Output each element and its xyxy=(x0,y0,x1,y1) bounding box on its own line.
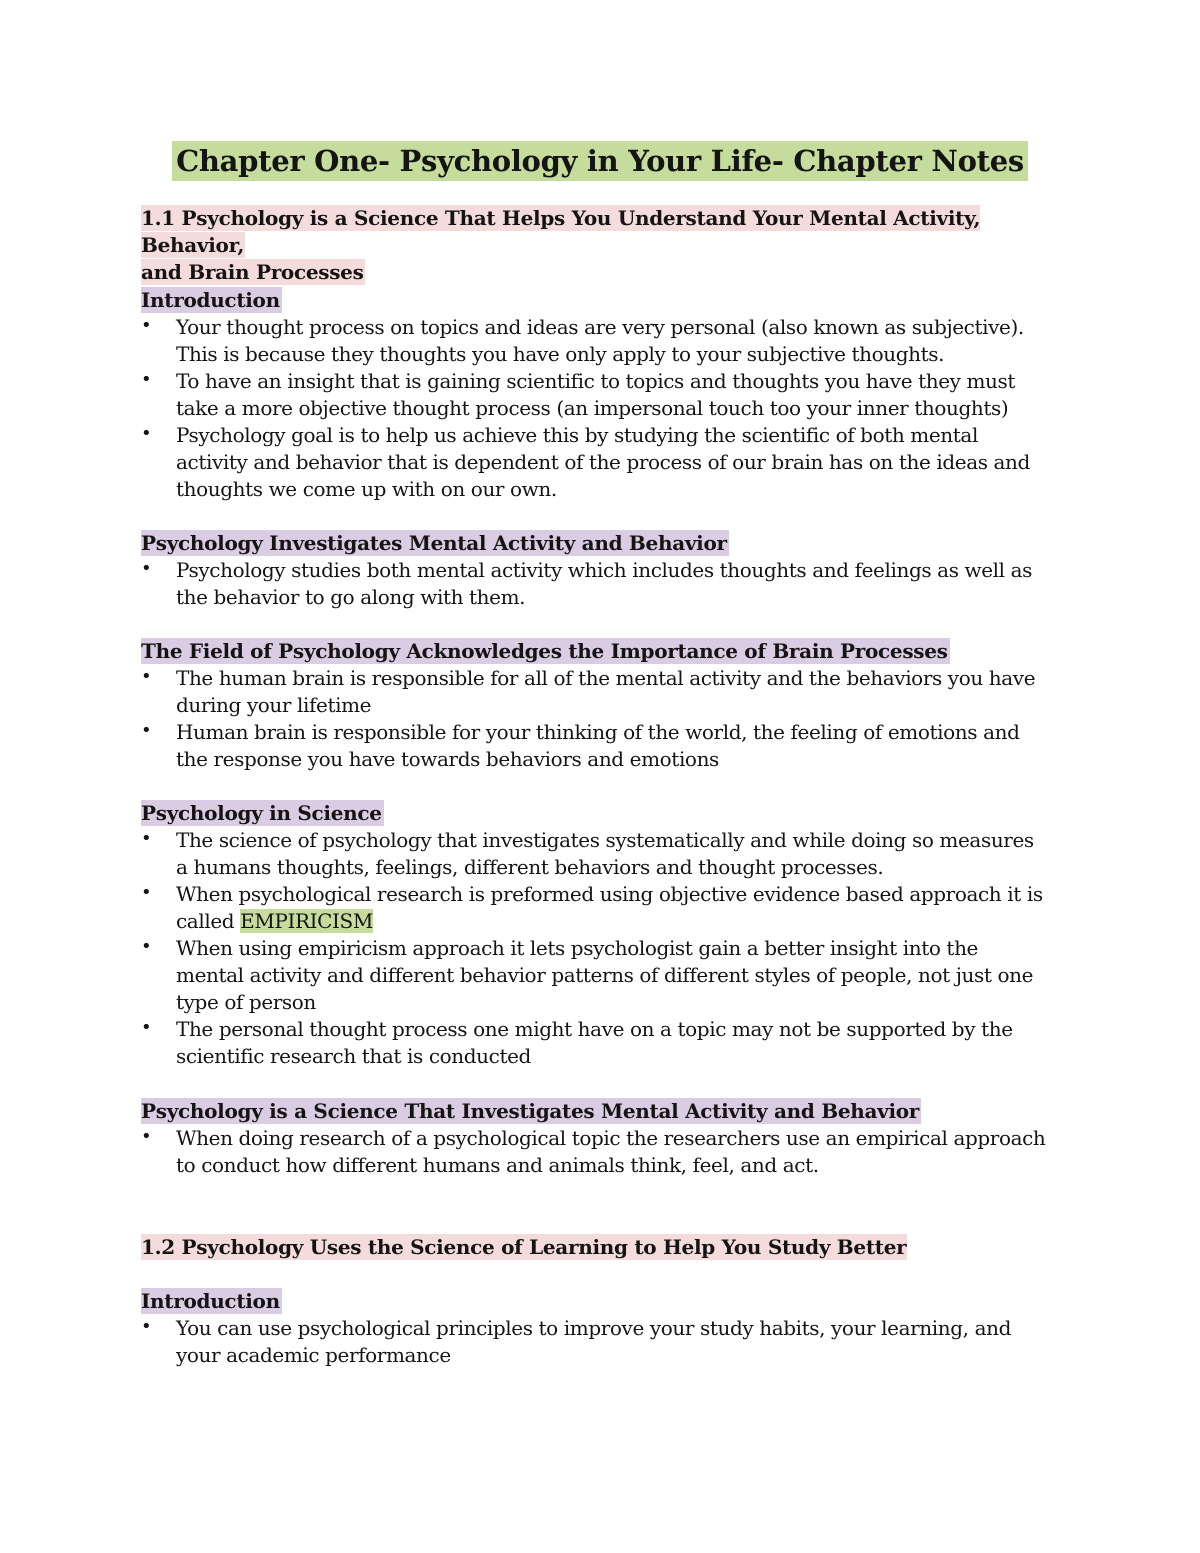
section-1-heading-line2: and Brain Processes xyxy=(141,260,364,284)
list-item: • When using empiricism approach it lets psychologist gain a better insight into the mental activity and different behavior patterns of different styles of people, not just one type of person xyxy=(141,935,1051,1016)
section-2-introduction-list xyxy=(141,1315,1051,1369)
science-investigates-section xyxy=(141,1098,1051,1179)
list-item: • The human brain is responsible for all of the mental activity and the behaviors you have during your lifetime xyxy=(141,665,1051,719)
list-item: • Psychology studies both mental activity which includes thoughts and feelings as well as the behavior to go along with them. xyxy=(141,557,1051,611)
investigates-heading: Psychology Investigates Mental Activity and Behavior xyxy=(141,531,727,555)
science-heading: Psychology in Science xyxy=(141,801,382,825)
list-item: • Human brain is responsible for your thinking of the world, the feeling of emotions and the response you have towards behaviors and emotions xyxy=(141,719,1051,773)
list-item: • To have an insight that is gaining scientific to topics and thoughts you have they must take a more objective thought process (an impersonal touch too your inner thoughts) xyxy=(141,368,1051,422)
science-investigates-heading: Psychology is a Science That Investigates Mental Activity and Behavior xyxy=(141,1099,920,1123)
science-list xyxy=(141,827,1051,1070)
list-item: • The science of psychology that investigates systematically and while doing so measures a humans thoughts, feelings, different behaviors and thought processes. xyxy=(141,827,1051,881)
science-section xyxy=(141,800,1051,1070)
field-heading: The Field of Psychology Acknowledges the Importance of Brain Processes xyxy=(141,639,948,663)
list-item: • Psychology goal is to help us achieve this by studying the scientific of both mental activity and behavior that is dependent of the process of our brain has on the ideas and thoughts we come up with on our own. xyxy=(141,422,1051,503)
list-item: • The personal thought process one might have on a topic may not be supported by the scientific research that is conducted xyxy=(141,1016,1051,1070)
list-item: • You can use psychological principles to improve your study habits, your learning, and your academic performance xyxy=(141,1315,1051,1369)
list-item: • Your thought process on topics and ideas are very personal (also known as subjective). This is because they thoughts you have only apply to your subjective thoughts. xyxy=(141,314,1051,368)
list-item: • When psychological research is preformed using objective evidence based approach it is called EMPIRICISM xyxy=(141,881,1051,935)
section-2-heading: 1.2 Psychology Uses the Science of Learning to Help You Study Better xyxy=(141,1235,907,1259)
list-item: • When doing research of a psychological topic the researchers use an empirical approach to conduct how different humans and animals think, feel, and act. xyxy=(141,1125,1051,1179)
section-1-heading-line1: 1.1 Psychology is a Science That Helps You Understand Your Mental Activity, Behavior, xyxy=(141,206,981,257)
section-2-introduction-heading: Introduction xyxy=(141,1289,280,1313)
investigates-list xyxy=(141,557,1051,611)
title-container xyxy=(0,141,1200,181)
science-investigates-list xyxy=(141,1125,1051,1179)
field-list xyxy=(141,665,1051,773)
introduction-section xyxy=(141,287,1051,503)
investigates-section xyxy=(141,530,1051,611)
field-section xyxy=(141,638,1051,773)
introduction-list xyxy=(141,314,1051,503)
section-1-heading xyxy=(141,205,1051,286)
introduction-heading: Introduction xyxy=(141,288,280,312)
empiricism-highlight: EMPIRICISM xyxy=(240,909,373,933)
document-title: Chapter One- Psychology in Your Life- Chapter Notes xyxy=(172,141,1028,181)
section-2-introduction xyxy=(141,1288,1051,1369)
